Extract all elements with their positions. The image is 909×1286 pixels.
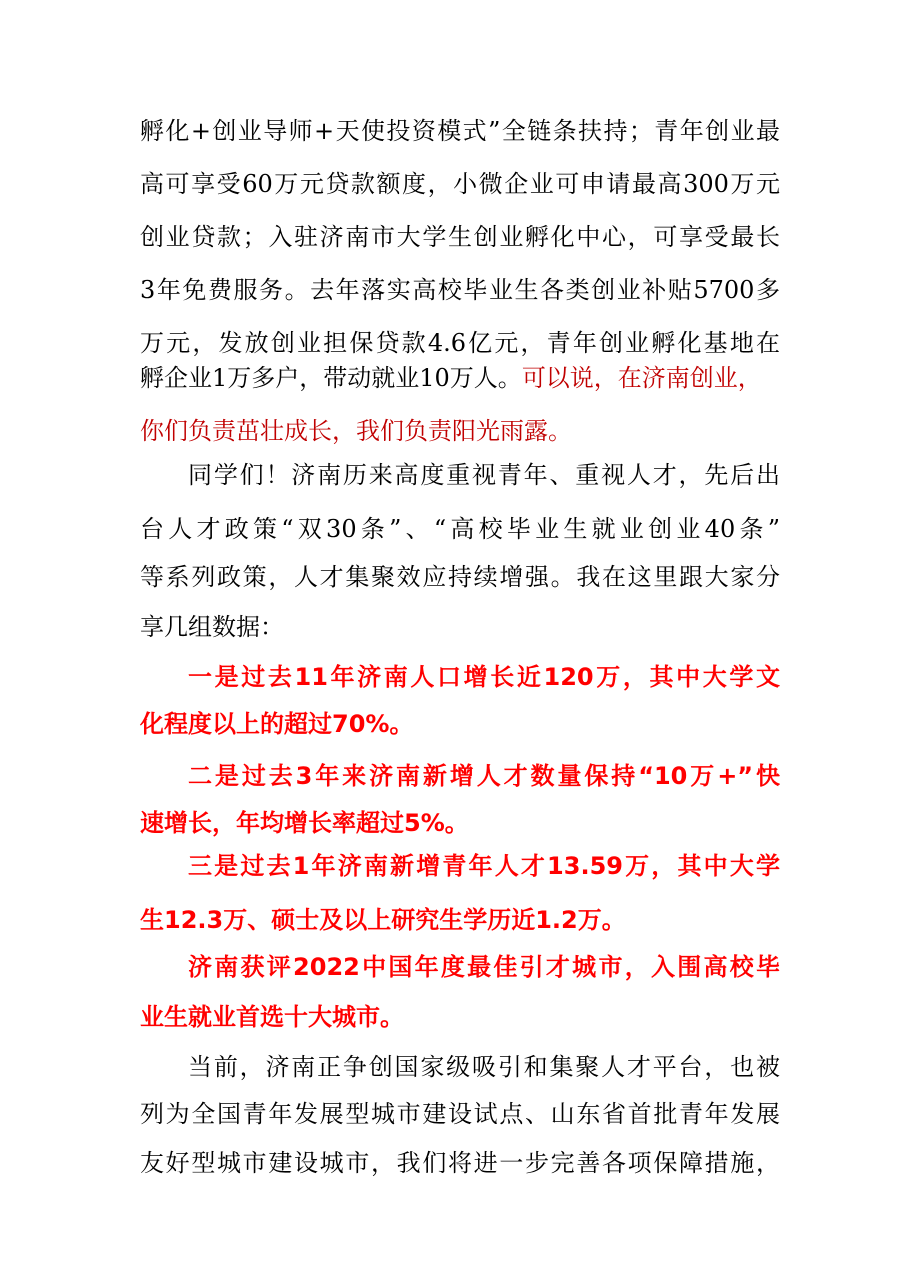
paragraph-1-line-3: 创业贷款；入驻济南市大学生创业孵化中心，可享受最长: [140, 223, 780, 251]
paragraph-2-line-2: 台人才政策“双30条”、“高校毕业生就业创业40条”: [140, 515, 780, 543]
paragraph-3-line-1: 当前，济南正争创国家级吸引和集聚人才平台，也被: [188, 1053, 780, 1081]
award-line-1: 济南获评2022中国年度最佳引才城市，入围高校毕: [188, 953, 780, 981]
paragraph-2-line-4: 享几组数据：: [140, 613, 284, 641]
data-point-1-line-1: 一是过去11年济南人口增长近120万，其中大学文: [188, 663, 780, 691]
award-line-2: 业生就业首选十大城市。: [140, 1003, 404, 1031]
data-point-2-line-1: 二是过去3年来济南新增人才数量保持“10万+”快: [188, 762, 780, 790]
paragraph-1-highlight-cont: 你们负责茁壮成长，我们负责阳光雨露。: [140, 417, 572, 445]
paragraph-1-line-6-text: 孵企业1万多户，带动就业10万人。: [140, 364, 522, 392]
data-point-3-line-1: 三是过去1年济南新增青年人才13.59万，其中大学: [188, 852, 780, 880]
paragraph-1-highlight: 可以说，在济南创业，: [521, 364, 762, 392]
paragraph-1-line-1: 孵化+创业导师+天使投资模式”全链条扶持；青年创业最: [140, 117, 780, 145]
paragraph-3-line-2: 列为全国青年发展型城市建设试点、山东省首批青年发展: [140, 1100, 780, 1128]
paragraph-1-line-7: [140, 414, 572, 448]
data-point-1-line-2: 化程度以上的超过70%。: [140, 710, 414, 738]
paragraph-1-line-5: 万元，发放创业担保贷款4.6亿元，青年创业孵化基地在: [140, 329, 780, 357]
data-point-3-line-2: 生12.3万、硕士及以上研究生学历近1.2万。: [140, 906, 626, 934]
data-point-2-line-2: 速增长，年均增长率超过5%。: [140, 809, 469, 837]
paragraph-1-line-4: 3年免费服务。去年落实高校毕业生各类创业补贴5700多: [140, 276, 780, 304]
paragraph-2-line-3: 等系列政策，人才集聚效应持续增强。我在这里跟大家分: [140, 563, 780, 591]
paragraph-1-line-2: 高可享受60万元贷款额度，小微企业可申请最高300万元: [140, 170, 780, 198]
paragraph-2-line-1: 同学们！济南历来高度重视青年、重视人才，先后出: [188, 461, 780, 489]
paragraph-3-line-3: 友好型城市建设城市，我们将进一步完善各项保障措施，: [140, 1149, 780, 1177]
paragraph-1-line-6: [140, 361, 762, 395]
